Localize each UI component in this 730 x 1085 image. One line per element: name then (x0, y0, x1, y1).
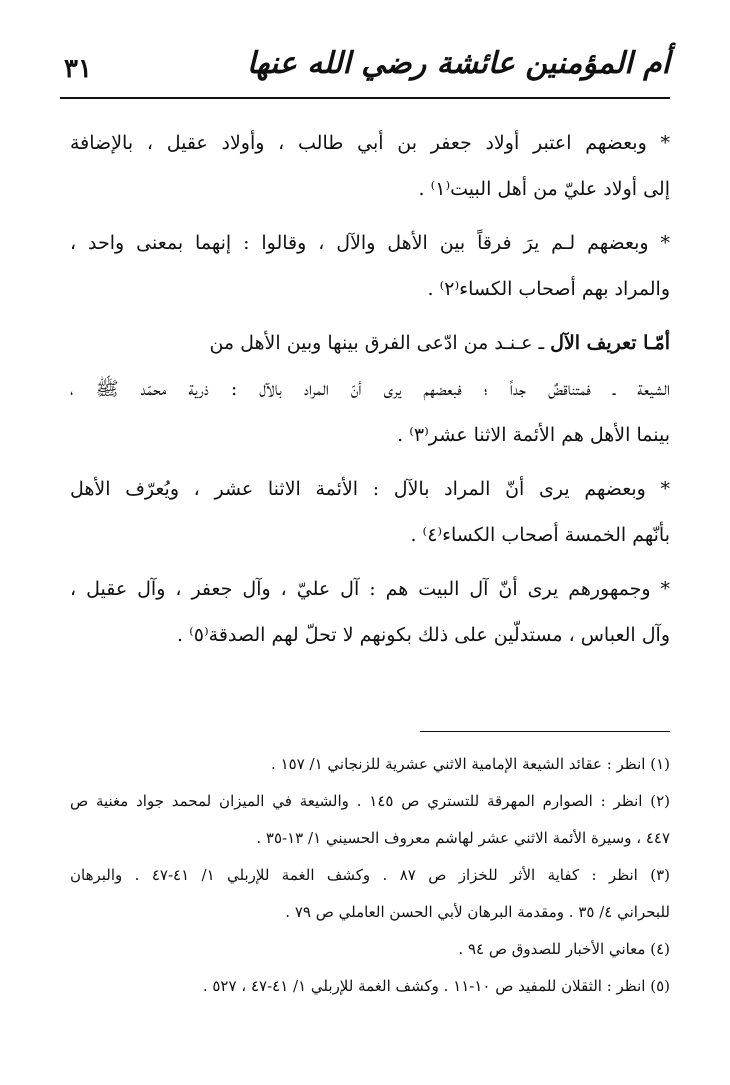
paragraph-1-line-1: * وبعضهم اعتبر أولاد جعفر بن أبي طالب ، وأولاد عقيل ، بالإضافة (70, 132, 670, 154)
section-heading: أمّـا تعريف الآل (550, 332, 670, 354)
paragraph-3-line-2: الشيعة ـ فمتناقضٌ جداً ؛ فبعضهم يرى أنّ المراد بالآل : ذرية محمّد ﷺ ، (70, 378, 670, 400)
page-number: ٣١ (64, 54, 92, 84)
paragraph-1-line-2: إلى أولاد عليّ من أهل البيت⁽١⁾ . (418, 178, 670, 200)
main-text (70, 120, 670, 658)
page-header (60, 40, 670, 96)
paragraph-3-line-3: بينما الأهل هم الأئمة الاثنا عشر⁽٣⁾ . (397, 424, 670, 446)
paragraph-5-line-2: وآل العباس ، مستدلّين على ذلك بكونهم لا تحلّ لهم الصدقة⁽٥⁾ . (177, 624, 670, 646)
footnote-4: (٤) معاني الأخبار للصدوق ص ٩٤ . (458, 940, 670, 958)
footnote-3-line-1: (٣) انظر : كفاية الأثر للخزاز ص ٨٧ . وكشف الغمة للإربلي ١/ ٤١-٤٧ . والبرهان (70, 866, 670, 884)
footnotes (70, 746, 670, 1005)
paragraph-4-line-2: بأنّهم الخمسة أصحاب الكساء⁽٤⁾ . (410, 524, 670, 546)
paragraph-2-line-2: والمراد بهم أصحاب الكساء⁽٢⁾ . (427, 278, 670, 300)
header-divider (60, 97, 670, 99)
paragraph-3-line-1 (70, 320, 670, 366)
paragraph-3-line-1-text: ـ عـنـد من ادّعى الفرق بينها وبين الأهل من (209, 332, 551, 354)
running-title: أم المؤمنين عائشة رضي الله عنها (246, 46, 670, 81)
paragraph-2-line-1: * وبعضهم لـم يرَ فرقاً بين الأهل والآل ، وقالوا : إنهما بمعنى واحد ، (70, 232, 670, 254)
footnote-1: (١) انظر : عقائد الشيعة الإمامية الاثني عشرية للزنجاني ١/ ١٥٧ . (271, 755, 670, 773)
paragraph-5-line-1: * وجمهورهم يرى أنّ آل البيت هم : آل عليّ ، وآل جعفر ، وآل عقيل ، (70, 578, 670, 600)
footnote-3-line-2: للبحراني ٤/ ٣٥ . ومقدمة البرهان لأبي الحسن العاملي ص ٧٩ . (285, 903, 670, 921)
footnote-divider (420, 731, 670, 732)
footnote-2-line-2: ٤٤٧ ، وسيرة الأئمة الاثني عشر لهاشم معروف الحسيني ١/ ١٣-٣٥ . (256, 829, 670, 847)
footnote-2-line-1: (٢) انظر : الصوارم المهرقة للتستري ص ١٤٥ . والشيعة في الميزان لمحمد جواد مغنية ص (70, 792, 670, 810)
footnote-5: (٥) انظر : الثقلان للمفيد ص ١٠-١١ . وكشف الغمة للإربلي ١/ ٤١-٤٧ ، ٥٢٧ . (202, 977, 670, 995)
paragraph-4-line-1: * وبعضهم يرى أنّ المراد بالآل : الأئمة الاثنا عشر ، ويُعرّف الأهل (70, 478, 670, 500)
